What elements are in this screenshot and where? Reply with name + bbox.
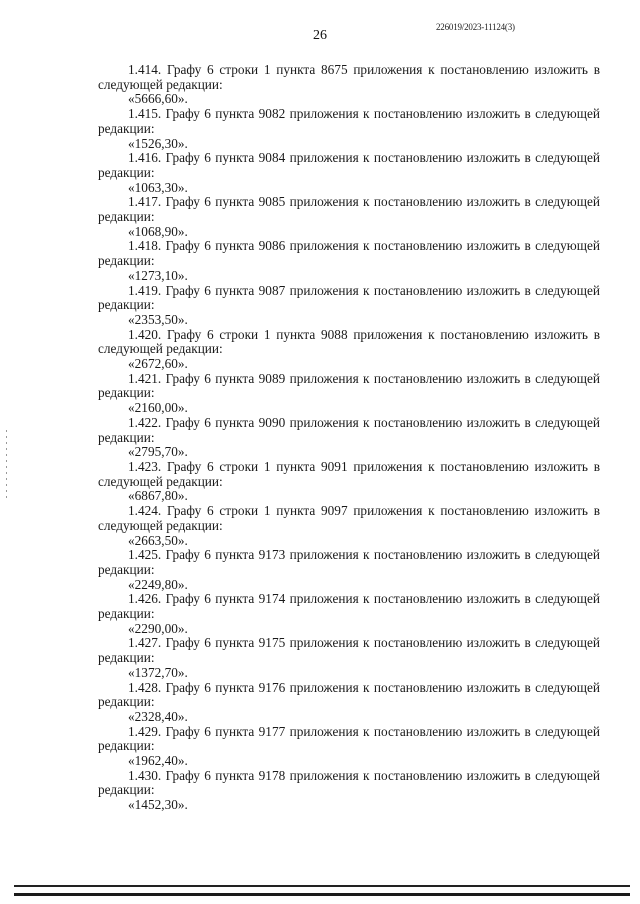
amendment-value: «1068,90».: [128, 223, 188, 239]
amendment-value: «1962,40».: [128, 753, 188, 769]
amendment-item: [98, 681, 600, 725]
amendment-text: 1.419. Графу 6 пункта 9087 приложения к постановлению изложить в следующей редакции:: [98, 282, 600, 313]
amendment-text: 1.430. Графу 6 пункта 9178 приложения к постановлению изложить в следующей редакции:: [98, 767, 600, 798]
amendment-text: 1.422. Графу 6 пункта 9090 приложения к постановлению изложить в следующей редакции:: [98, 414, 600, 445]
amendment-value: «2672,60».: [128, 356, 188, 372]
amendment-value: «1526,30».: [128, 135, 188, 151]
amendment-item: [98, 372, 600, 416]
amendment-text: 1.414. Графу 6 строки 1 пункта 8675 приложения к постановлению изложить в следующей редакции:: [98, 62, 600, 92]
amendment-text: 1.416. Графу 6 пункта 9084 приложения к постановлению изложить в следующей редакции:: [98, 150, 600, 180]
amendment-value: «1063,30».: [128, 179, 188, 195]
amendment-item: [98, 725, 600, 769]
amendment-value: «6867,80».: [128, 488, 188, 504]
amendment-value: «2249,80».: [128, 576, 188, 592]
amendment-item: [98, 592, 600, 636]
amendment-text: 1.418. Графу 6 пункта 9086 приложения к постановлению изложить в следующей редакции:: [98, 238, 600, 269]
amendment-value: «2353,50».: [128, 311, 188, 327]
amendment-item: [98, 239, 600, 283]
amendment-value: «5666,60».: [128, 91, 188, 107]
amendment-item: [98, 636, 600, 680]
amendment-item: [98, 195, 600, 239]
amendment-value: «1372,70».: [128, 664, 188, 680]
footer-rule: [14, 885, 630, 887]
amendment-value: «2663,50».: [128, 532, 188, 548]
amendment-item: [98, 416, 600, 460]
footer-rule: [14, 893, 630, 896]
amendment-text: 1.425. Графу 6 пункта 9173 приложения к постановлению изложить в следующей редакции:: [98, 547, 600, 577]
amendment-text: 1.421. Графу 6 пункта 9089 приложения к постановлению изложить в следующей редакции:: [98, 370, 600, 401]
amendment-text: 1.426. Графу 6 пункта 9174 приложения к постановлению изложить в следующей редакции:: [98, 591, 600, 622]
amendment-value: «2795,70».: [128, 444, 188, 460]
scan-margin-artifact: [6, 430, 7, 500]
amendment-item: [98, 548, 600, 592]
amendment-item: [98, 284, 600, 328]
amendment-text: 1.420. Графу 6 строки 1 пункта 9088 приложения к постановлению изложить в следующей редакции:: [98, 326, 600, 357]
amendment-text: 1.428. Графу 6 пункта 9176 приложения к постановлению изложить в следующей редакции:: [98, 679, 600, 710]
amendment-value: «1273,10».: [128, 267, 188, 283]
amendment-item: [98, 504, 600, 548]
amendment-text: 1.424. Графу 6 строки 1 пункта 9097 приложения к постановлению изложить в следующей редакции:: [98, 503, 600, 533]
amendment-value: «1452,30».: [128, 797, 188, 813]
amendment-item: [98, 460, 600, 504]
page-number: 26: [313, 28, 327, 43]
amendment-item: [98, 107, 600, 151]
amendment-text: 1.415. Графу 6 пункта 9082 приложения к постановлению изложить в следующей редакции:: [98, 106, 600, 136]
document-body: [98, 63, 600, 813]
amendment-text: 1.429. Графу 6 пункта 9177 приложения к постановлению изложить в следующей редакции:: [98, 723, 600, 754]
amendment-value: «2160,00».: [128, 400, 188, 416]
amendment-item: [98, 151, 600, 195]
amendment-item: [98, 328, 600, 372]
amendment-text: 1.423. Графу 6 строки 1 пункта 9091 приложения к постановлению изложить в следующей редакции:: [98, 458, 600, 489]
amendment-text: 1.427. Графу 6 пункта 9175 приложения к постановлению изложить в следующей редакции:: [98, 635, 600, 666]
amendment-value: «2290,00».: [128, 620, 188, 636]
amendment-item: [98, 769, 600, 813]
amendment-value: «2328,40».: [128, 708, 188, 724]
amendment-text: 1.417. Графу 6 пункта 9085 приложения к постановлению изложить в следующей редакции:: [98, 194, 600, 225]
document-registration-number: 226019/2023-11124(3): [436, 22, 515, 32]
amendment-item: [98, 63, 600, 107]
